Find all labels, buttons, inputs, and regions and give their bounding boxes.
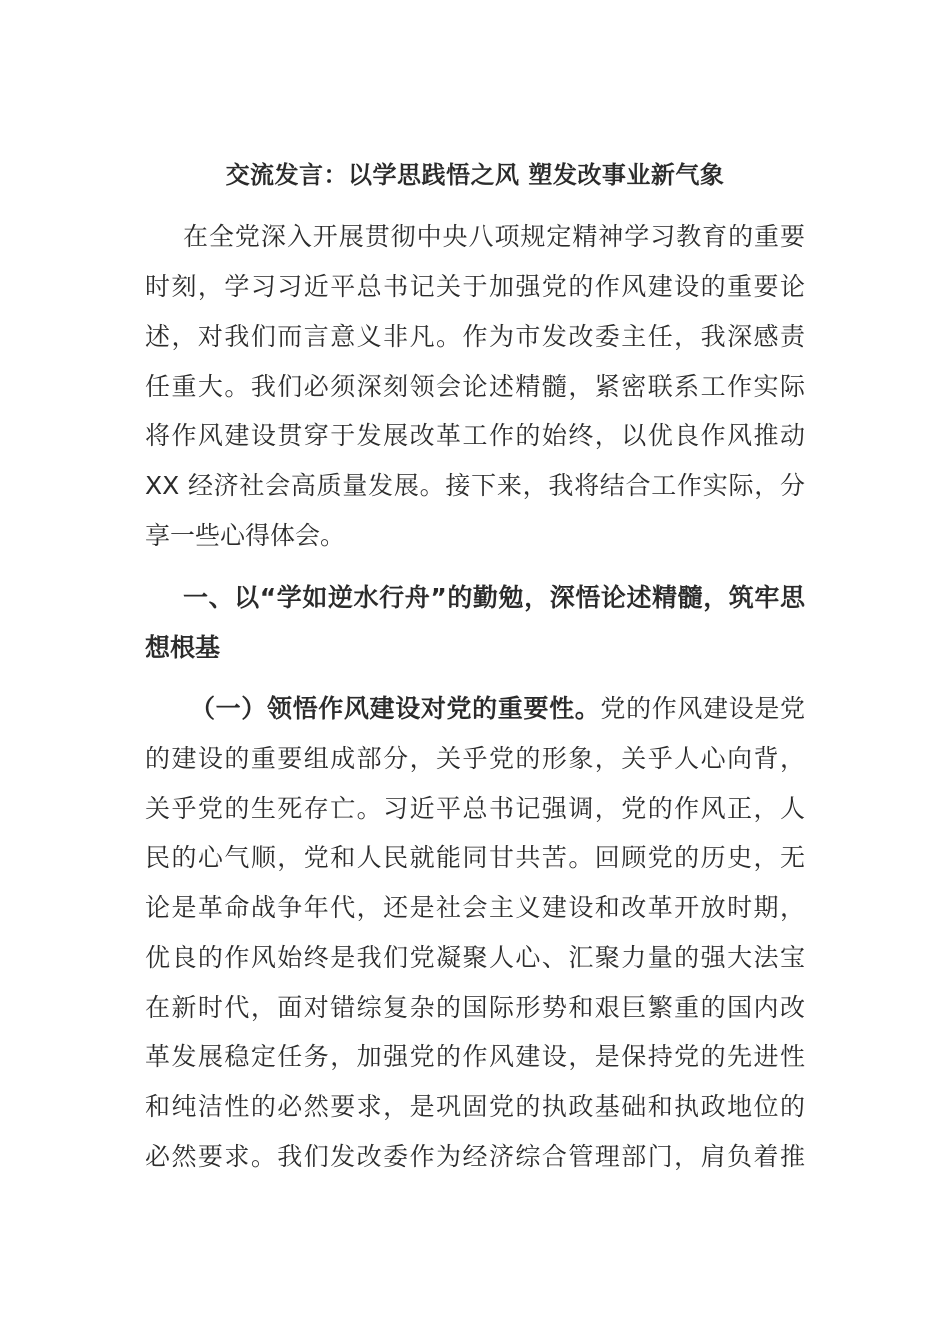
intro-line: 在全党深入开展贯彻中央八项规定精神学习教育的重要 — [183, 222, 805, 251]
body-line: 民的心气顺，党和人民就能同甘共苦。回顾党的历史，无 — [145, 843, 805, 872]
subsection-lead: （一）领悟作风建设对党的重要性。 — [190, 694, 601, 723]
body-line: 革发展稳定任务，加强党的作风建设，是保持党的先进性 — [145, 1042, 805, 1071]
body-line: 在新时代，面对错综复杂的国际形势和艰巨繁重的国内改 — [145, 993, 805, 1022]
section-heading: 想根基 — [145, 633, 221, 662]
body-line: 论是革命战争年代，还是社会主义建设和改革开放时期， — [145, 893, 805, 922]
intro-line: 将作风建设贯穿于发展改革工作的始终，以优良作风推动 — [145, 421, 805, 450]
subsection-first-line-rest: 党的作风建设是党 — [600, 694, 805, 723]
subsection-first-line — [190, 684, 805, 734]
section-heading: 一、以“学如逆水行舟”的勤勉，深悟论述精髓，筑牢思 — [183, 583, 805, 612]
body-line: 和纯洁性的必然要求，是巩固党的执政基础和执政地位的 — [145, 1092, 805, 1121]
body-line: 必然要求。我们发改委作为经济综合管理部门，肩负着推 — [145, 1142, 805, 1171]
intro-line: 享一些心得体会。 — [145, 521, 346, 550]
body-line: 关乎党的生死存亡。习近平总书记强调，党的作风正，人 — [145, 794, 805, 823]
intro-line: 任重大。我们必须深刻领会论述精髓，紧密联系工作实际 — [145, 372, 805, 401]
intro-line: 述，对我们而言意义非凡。作为市发改委主任，我深感责 — [145, 322, 805, 351]
intro-line: 时刻，学习习近平总书记关于加强党的作风建设的重要论 — [145, 272, 805, 301]
document-title: 交流发言：以学思践悟之风 塑发改事业新气象 — [225, 161, 725, 189]
body-line: 的建设的重要组成部分，关乎党的形象，关乎人心向背， — [145, 744, 805, 773]
intro-line: XX 经济社会高质量发展。接下来，我将结合工作实际，分 — [145, 471, 805, 500]
body-line: 优良的作风始终是我们党凝聚人心、汇聚力量的强大法宝 — [145, 943, 805, 972]
